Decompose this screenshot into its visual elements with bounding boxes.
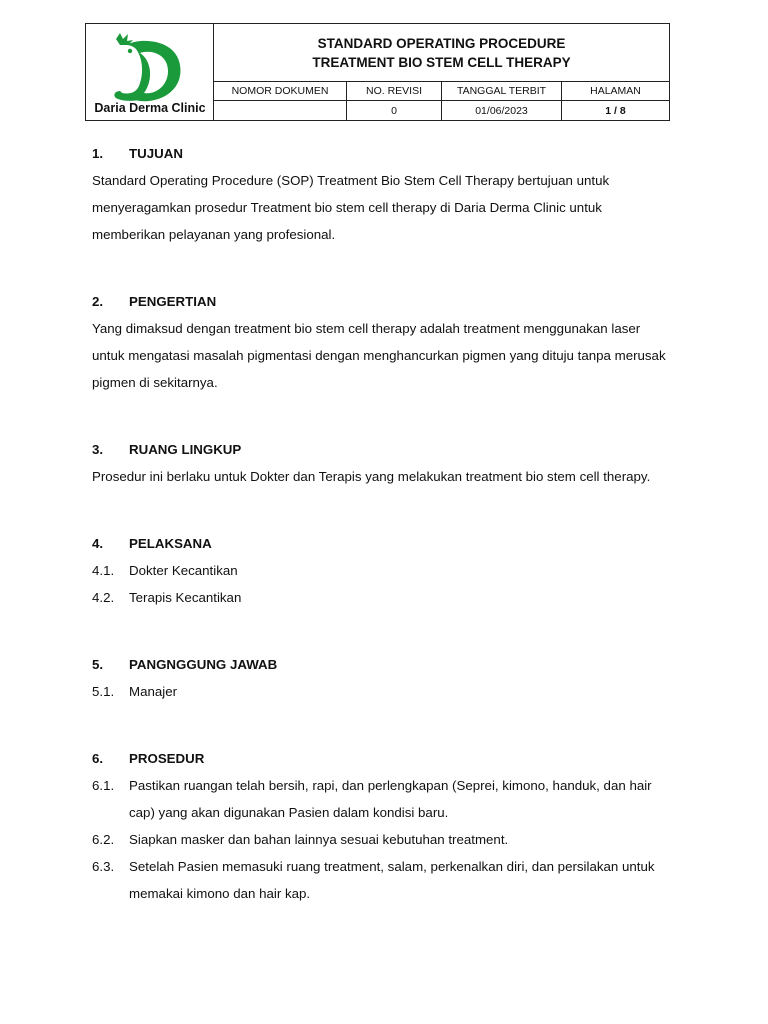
section-heading-tujuan: 1. TUJUAN <box>92 146 183 161</box>
section-heading-pelaksana: 4. PELAKSANA <box>92 536 212 551</box>
document-title <box>214 24 669 82</box>
section-heading-ruang-lingkup: 3. RUANG LINGKUP <box>92 442 242 457</box>
section-heading-pengertian: 2. PENGERTIAN <box>92 294 217 309</box>
val-nomor-dokumen <box>214 101 347 120</box>
col-tanggal-terbit: TANGGAL TERBIT <box>442 82 562 100</box>
meta-value-row <box>214 101 669 120</box>
list-item: 4.2. Terapis Kecantikan <box>92 590 242 605</box>
document-header-table <box>85 23 670 121</box>
list-item: 6.1. Pastikan ruangan telah bersih, rapi, dan perlengkapan (Seprei, kimono, handuk, dan hair cap) yang akan digunakan Pasien dalam kondisi baru. <box>92 778 652 820</box>
section-paragraph-pengertian: Yang dimaksud dengan treatment bio stem cell therapy adalah treatment menggunakan laser untuk mengatasi masalah pigmentasi dengan menghancurkan pigmen yang dituju tanpa merusak pigmen di sekitarnya. <box>92 321 666 390</box>
list-item: 6.2. Siapkan masker dan bahan lainnya sesuai kebutuhan treatment. <box>92 832 509 847</box>
logo-cell <box>86 24 214 120</box>
section-paragraph-tujuan: Standard Operating Procedure (SOP) Treatment Bio Stem Cell Therapy bertujuan untuk menyeragamkan prosedur Treatment bio stem cell therapy di Daria Derma Clinic untuk memberikan pelayanan yang profesional. <box>92 173 610 242</box>
clinic-logo-icon <box>106 31 190 111</box>
section-paragraph-ruang-lingkup: Prosedur ini berlaku untuk Dokter dan Terapis yang melakukan treatment bio stem cell therapy. <box>92 469 651 484</box>
title-line-1: STANDARD OPERATING PROCEDURE <box>317 35 566 51</box>
col-no-revisi: NO. REVISI <box>347 82 442 100</box>
title-line-2: TREATMENT BIO STEM CELL THERAPY <box>312 54 571 70</box>
col-nomor-dokumen: NOMOR DOKUMEN <box>214 82 347 100</box>
val-no-revisi: 0 <box>347 101 442 120</box>
clinic-name: Daria Derma Clinic <box>94 101 206 115</box>
section-heading-prosedur: 6. PROSEDUR <box>92 751 205 766</box>
list-item: 5.1. Manajer <box>92 684 178 699</box>
meta-label-row <box>214 82 669 101</box>
val-halaman: 1 / 8 <box>605 104 626 117</box>
list-item: 6.3. Setelah Pasien memasuki ruang treatment, salam, perkenalkan diri, dan persilakan untuk memakai kimono dan hair kap. <box>92 859 655 901</box>
document-body <box>92 140 672 907</box>
val-tanggal-terbit: 01/06/2023 <box>442 101 562 120</box>
col-halaman: HALAMAN <box>590 85 641 97</box>
list-item: 4.1. Dokter Kecantikan <box>92 563 238 578</box>
section-heading-penanggung-jawab: 5. PANGNGGUNG JAWAB <box>92 657 278 672</box>
